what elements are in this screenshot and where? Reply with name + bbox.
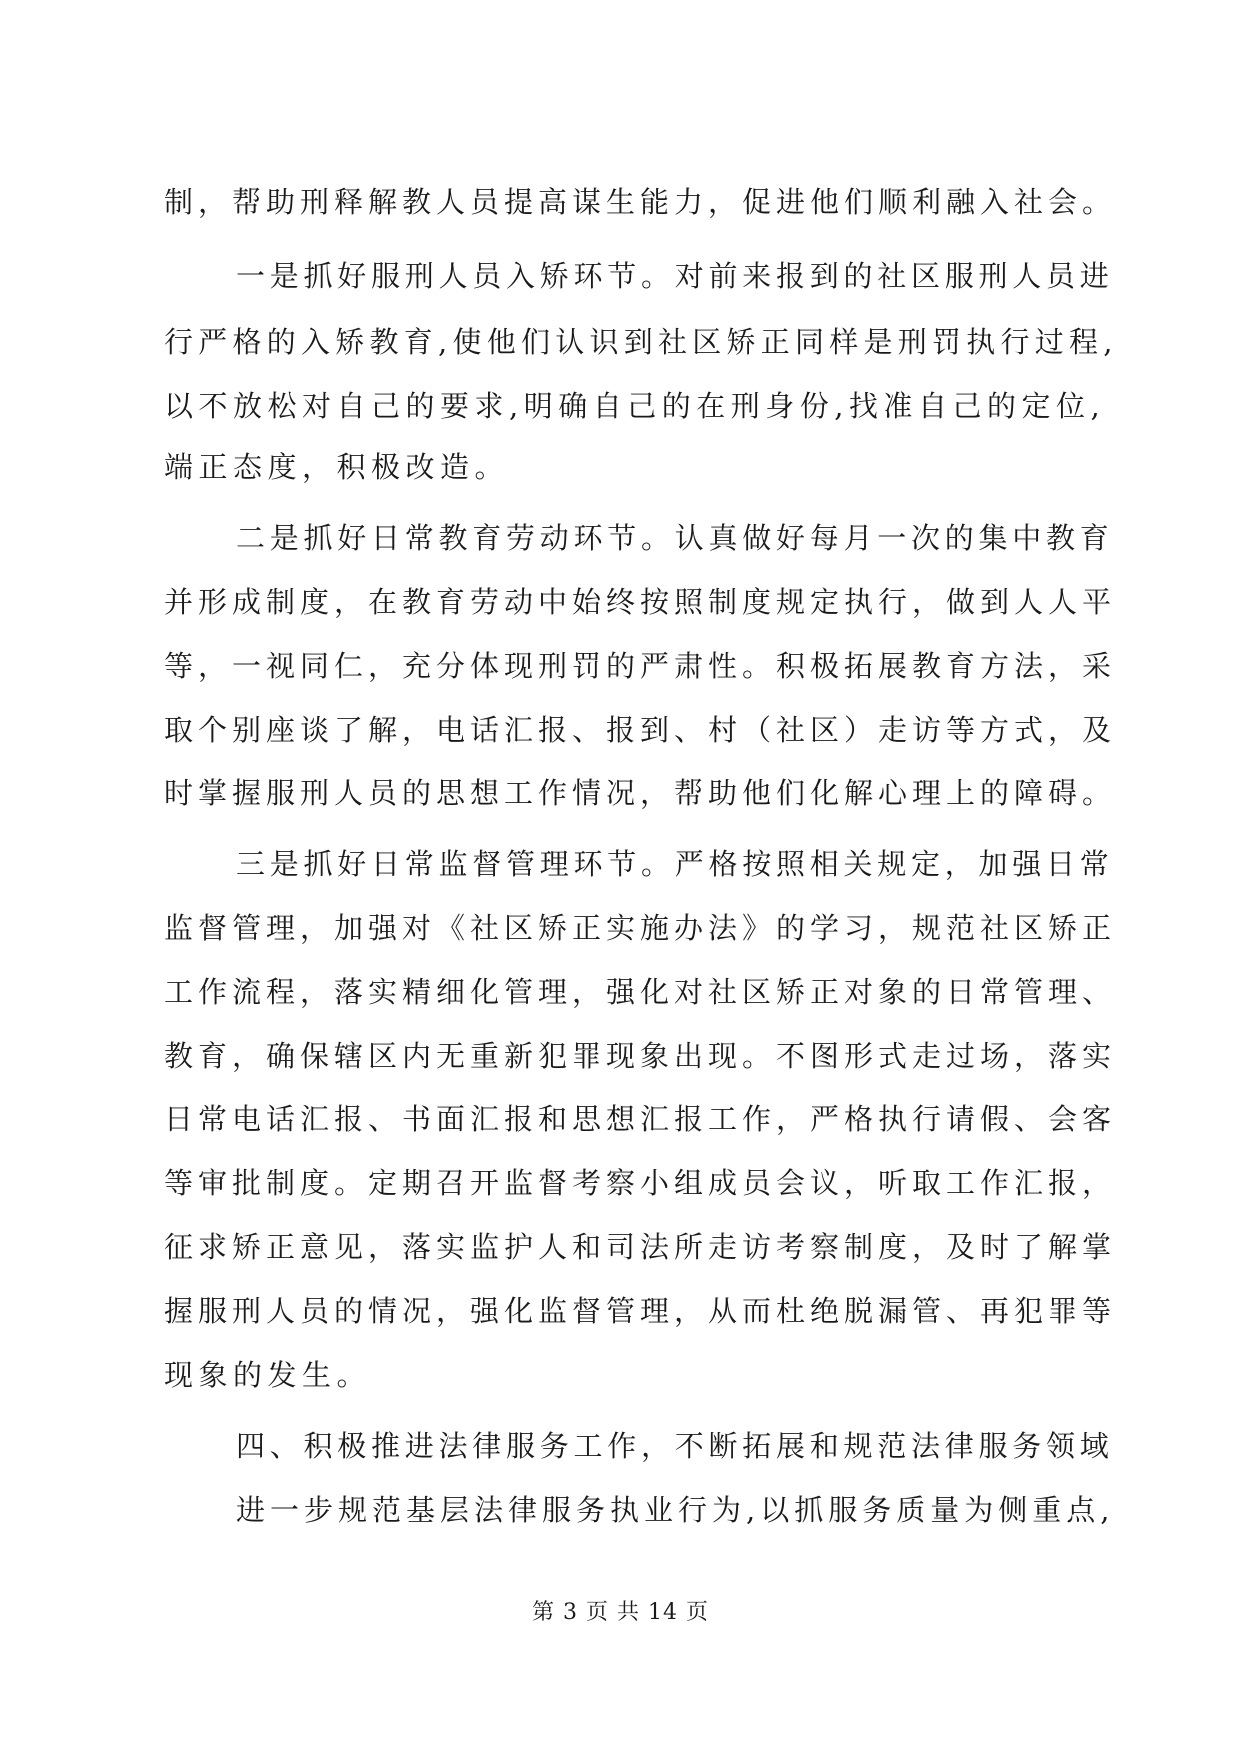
text-line: 握服刑人员的情况，强化监督管理，从而杜绝脱漏管、再犯罪等 <box>164 1294 1117 1328</box>
page-number-footer: 第 3 页 共 14 页 <box>532 1600 709 1625</box>
text-line: 并形成制度，在教育劳动中始终按照制度规定执行，做到人人平 <box>164 585 1117 619</box>
section-heading: 四、积极推进法律服务工作，不断拓展和规范法律服务领域 <box>236 1429 1114 1463</box>
text-line: 等，一视同仁，充分体现刑罚的严肃性。积极拓展教育方法，采 <box>164 649 1117 683</box>
text-line: 日常电话汇报、书面汇报和思想汇报工作，严格执行请假、会客 <box>164 1102 1117 1136</box>
text-line: 教育，确保辖区内无重新犯罪现象出现。不图形式走过场，落实 <box>164 1039 1117 1073</box>
text-line: 工作流程，落实精细化管理，强化对社区矫正对象的日常管理、 <box>164 975 1117 1009</box>
text-line: 端正态度，积极改造。 <box>164 450 510 484</box>
text-line: 等审批制度。定期召开监督考察小组成员会议，听取工作汇报， <box>164 1166 1117 1200</box>
text-line: 取个别座谈了解，电话汇报、报到、村（社区）走访等方式，及 <box>164 713 1117 747</box>
text-line: 行严格的入矫教育,使他们认识到社区矫正同样是刑罚执行过程, <box>164 325 1118 359</box>
text-line: 现象的发生。 <box>164 1358 372 1392</box>
paragraph-first-line: 一是抓好服刑人员入矫环节。对前来报到的社区服刑人员进 <box>236 259 1114 293</box>
text-line: 征求矫正意见，落实监护人和司法所走访考察制度，及时了解掌 <box>164 1230 1117 1264</box>
text-line: 制，帮助刑释解教人员提高谋生能力，促进他们顺利融入社会。 <box>164 185 1117 219</box>
paragraph-first-line: 三是抓好日常监督管理环节。严格按照相关规定，加强日常 <box>236 847 1114 881</box>
text-line: 时掌握服刑人员的思想工作情况，帮助他们化解心理上的障碍。 <box>164 776 1117 810</box>
paragraph-first-line: 二是抓好日常教育劳动环节。认真做好每月一次的集中教育 <box>236 521 1114 555</box>
text-line: 以不放松对自己的要求,明确自己的在刑身份,找准自己的定位, <box>164 389 1106 423</box>
text-line: 监督管理，加强对《社区矫正实施办法》的学习，规范社区矫正 <box>164 911 1117 945</box>
paragraph-first-line: 进一步规范基层法律服务执业行为,以抓服务质量为侧重点, <box>236 1493 1115 1527</box>
